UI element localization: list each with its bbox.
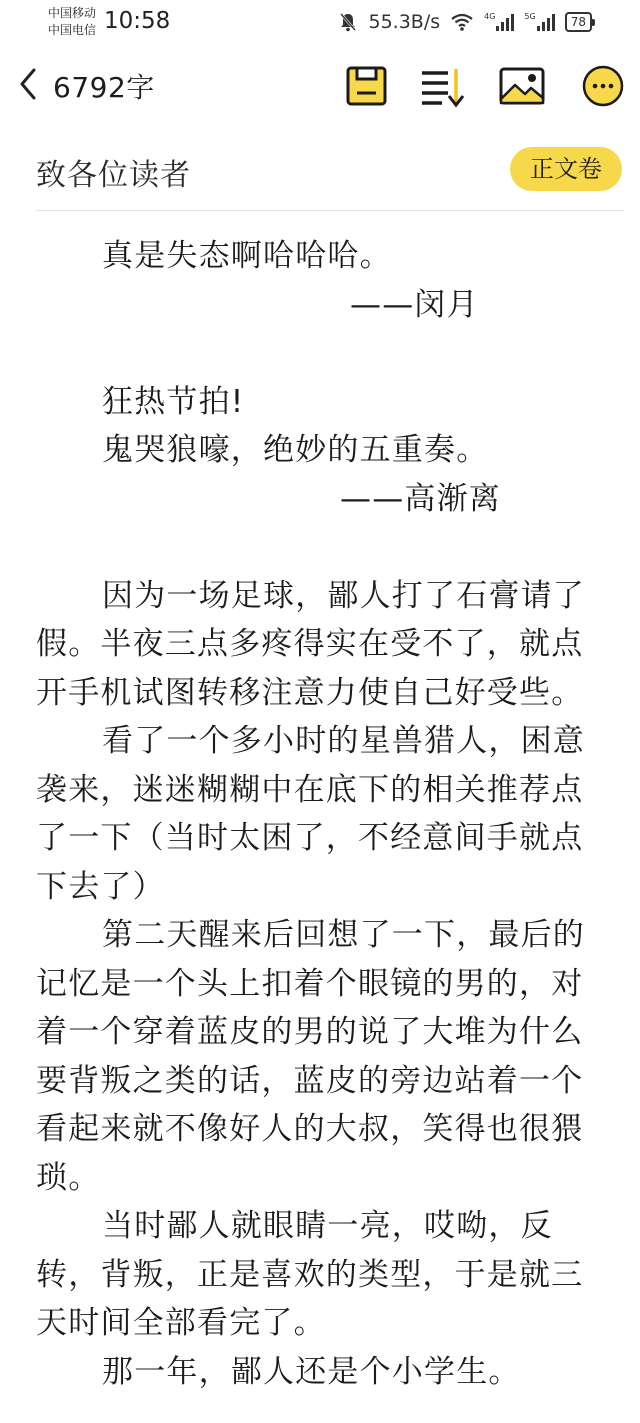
text-line: 当时鄙人就眼睛一亮，哎呦，反	[102, 1208, 553, 1244]
carrier-2: 中国电信	[48, 23, 97, 37]
text-line: 鬼哭狼嚎，绝妙的五重奏。	[102, 432, 489, 468]
blank-line	[36, 329, 604, 378]
chapter-content[interactable]	[36, 232, 604, 1396]
network-type-2: 5G	[524, 12, 536, 21]
text-line: 转，背叛，正是喜欢的类型，于是就三	[36, 1256, 584, 1293]
text-line: 那一年，鄙人还是个小学生。	[102, 1353, 521, 1390]
signature-line: ——闵月	[350, 286, 479, 323]
mute-bell-icon	[338, 12, 358, 32]
text-line: 因为一场足球，鄙人打了石膏请了	[102, 577, 585, 614]
more-icon[interactable]	[580, 63, 626, 109]
text-line: 狂热节拍!	[102, 383, 245, 420]
signal-bars-1-icon	[496, 13, 514, 31]
text-line: 开手机试图转移注意力使自己好受些。	[36, 674, 584, 711]
text-line: 看起来就不像好人的大叔，笑得也很猥	[36, 1111, 584, 1147]
blank-line	[36, 523, 604, 572]
battery-level: 78	[565, 12, 592, 32]
text-line: 第二天醒来后回想了一下，最后的	[102, 917, 585, 953]
clock: 10:58	[104, 8, 171, 34]
top-navigation	[0, 56, 640, 116]
text-line: 了一下（当时太困了，不经意间手就点	[36, 820, 584, 856]
text-line: 记忆是一个头上扣着个眼镜的男的，对	[36, 965, 584, 1002]
word-count-title: 6792字	[53, 71, 155, 104]
chapter-header	[36, 140, 624, 211]
text-line: 天时间全部看完了。	[36, 1305, 326, 1341]
text-line: 真是失态啊哈哈哈。	[102, 238, 392, 274]
text-line: 袭来，迷迷糊糊中在底下的相关推荐点	[36, 771, 584, 808]
status-icons	[338, 8, 592, 36]
signature-line: ——高渐离	[340, 480, 501, 517]
text-line: 琐。	[36, 1159, 101, 1196]
insert-icon[interactable]	[418, 63, 464, 109]
wifi-icon	[450, 12, 474, 32]
signal-bars-2-icon	[537, 13, 555, 31]
text-line: 着一个穿着蓝皮的男的说了大堆为什么	[36, 1014, 584, 1050]
network-type-1: 4G	[484, 12, 496, 21]
carrier-info	[48, 5, 96, 39]
carrier-1: 中国移动	[48, 6, 97, 20]
chevron-left-icon[interactable]	[10, 62, 46, 106]
chapter-title[interactable]: 致各位读者	[36, 158, 191, 193]
text-line: 看了一个多小时的星兽猎人，困意	[102, 723, 585, 759]
status-bar	[0, 0, 640, 46]
text-line: 假。半夜三点多疼得实在受不了，就点	[36, 626, 584, 662]
text-line: 下去了）	[36, 868, 165, 905]
text-line: 要背叛之类的话，蓝皮的旁边站着一个	[36, 1062, 584, 1099]
save-icon[interactable]	[344, 63, 390, 109]
volume-badge[interactable]: 正文卷	[510, 147, 622, 191]
network-speed: 55.3B/s	[368, 11, 441, 33]
image-icon[interactable]	[498, 63, 544, 109]
